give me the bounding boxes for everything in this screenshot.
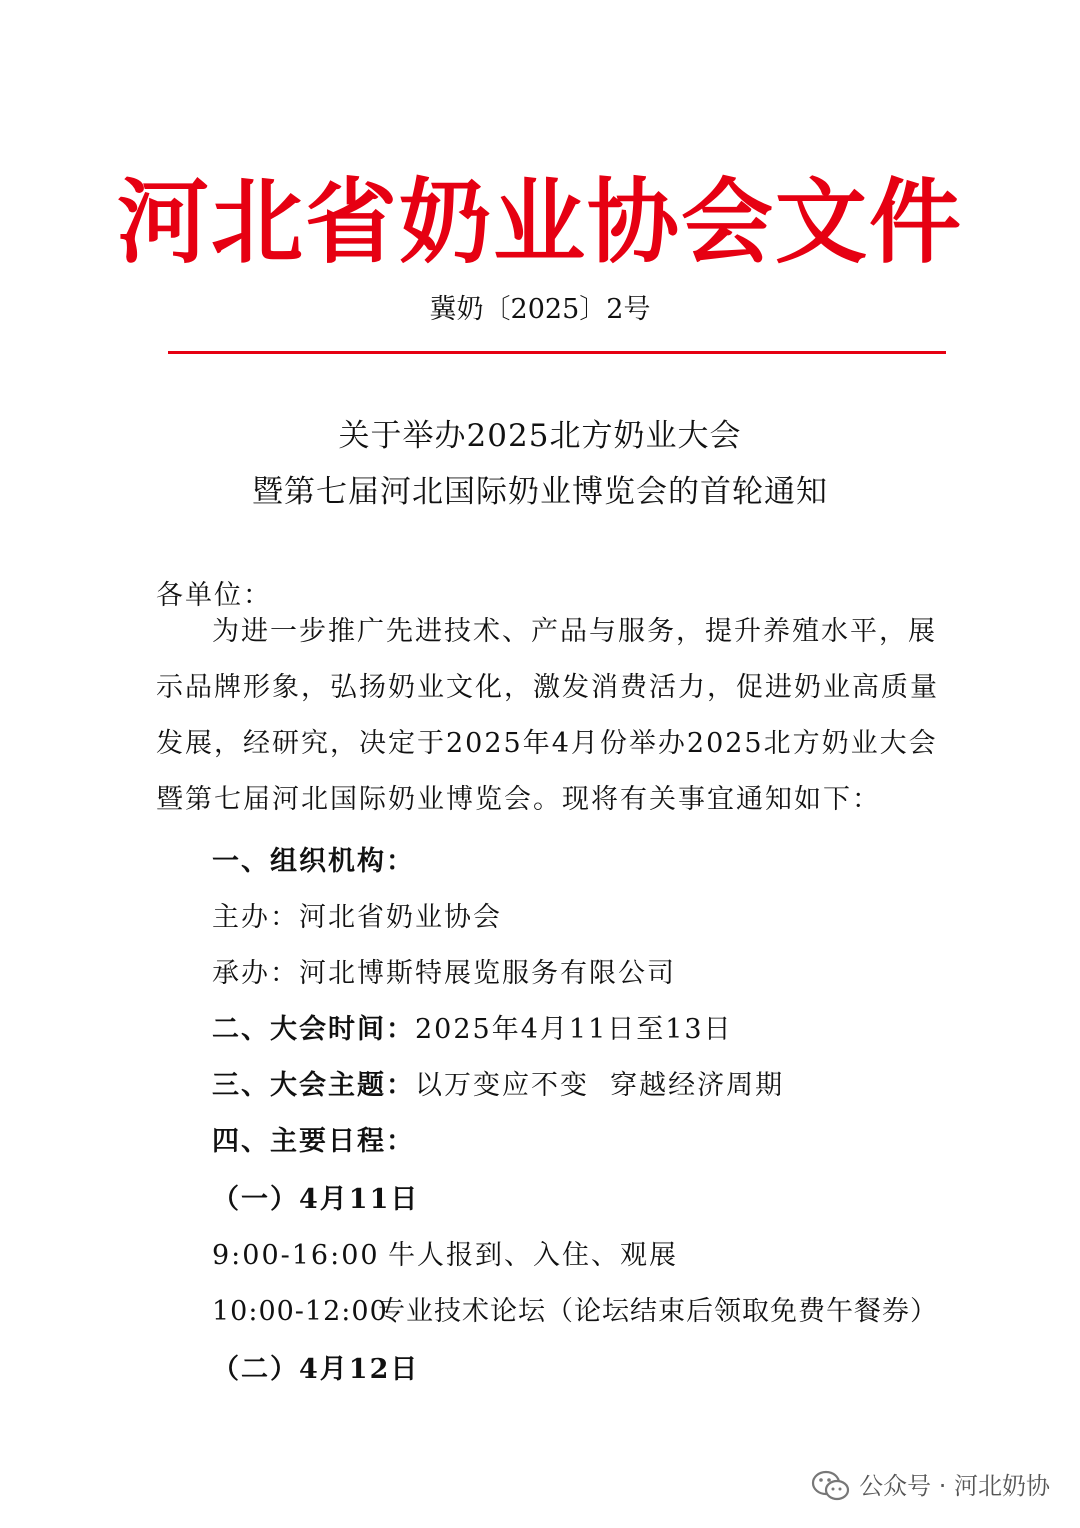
organizer-line: 承办：河北博斯特展览服务有限公司 bbox=[212, 958, 676, 989]
schedule-item-time: 9:00-16:00 bbox=[212, 1240, 380, 1271]
wechat-watermark bbox=[811, 1466, 1050, 1506]
watermark-text: 公众号 · 河北奶协 bbox=[859, 1472, 1050, 1500]
meeting-dates: 2025年4月11日至13日 bbox=[415, 1014, 733, 1045]
document-header-title: 河北省奶业协会文件 bbox=[116, 169, 963, 276]
section-3-heading: 三、大会主题： bbox=[212, 1070, 415, 1101]
intro-line: 暨第七届河北国际奶业博览会。现将有关事宜通知如下： bbox=[156, 784, 881, 815]
red-divider-line bbox=[168, 351, 946, 354]
wechat-icon bbox=[811, 1469, 851, 1503]
schedule-item bbox=[212, 1236, 678, 1276]
host-line: 主办：河北省奶业协会 bbox=[212, 902, 502, 933]
document-number: 冀奶〔2025〕2号 bbox=[429, 294, 651, 325]
section-1-heading: 一、组织机构： bbox=[212, 846, 415, 877]
schedule-item bbox=[212, 1292, 938, 1332]
notice-title-line-2: 暨第七届河北国际奶业博览会的首轮通知 bbox=[252, 474, 828, 510]
schedule-day-1-label: （一）4月11日 bbox=[212, 1184, 420, 1215]
schedule-item-desc: 牛人报到、入住、观展 bbox=[388, 1240, 678, 1271]
notice-title-line-1: 关于举办2025北方奶业大会 bbox=[338, 418, 742, 454]
schedule-day-2-label: （二）4月12日 bbox=[212, 1354, 420, 1385]
section-3 bbox=[212, 1066, 784, 1106]
intro-paragraph bbox=[156, 612, 946, 836]
salutation: 各单位： bbox=[156, 580, 272, 611]
intro-line: 示品牌形象，弘扬奶业文化，激发消费活力，促进奶业高质量 bbox=[156, 672, 939, 703]
intro-line: 发展，经研究，决定于2025年4月份举办2025北方奶业大会 bbox=[156, 728, 938, 759]
section-2-heading: 二、大会时间： bbox=[212, 1014, 415, 1045]
schedule-item-desc: 专业技术论坛（论坛结束后领取免费午餐券） bbox=[378, 1296, 938, 1327]
section-2 bbox=[212, 1010, 733, 1050]
meeting-theme: 以万变应不变 穿越经济周期 bbox=[415, 1070, 785, 1101]
schedule-item-time: 10:00-12:00 bbox=[212, 1296, 388, 1327]
intro-line: 为进一步推广先进技术、产品与服务，提升养殖水平，展 bbox=[212, 616, 937, 647]
section-4-heading: 四、主要日程： bbox=[212, 1126, 415, 1157]
